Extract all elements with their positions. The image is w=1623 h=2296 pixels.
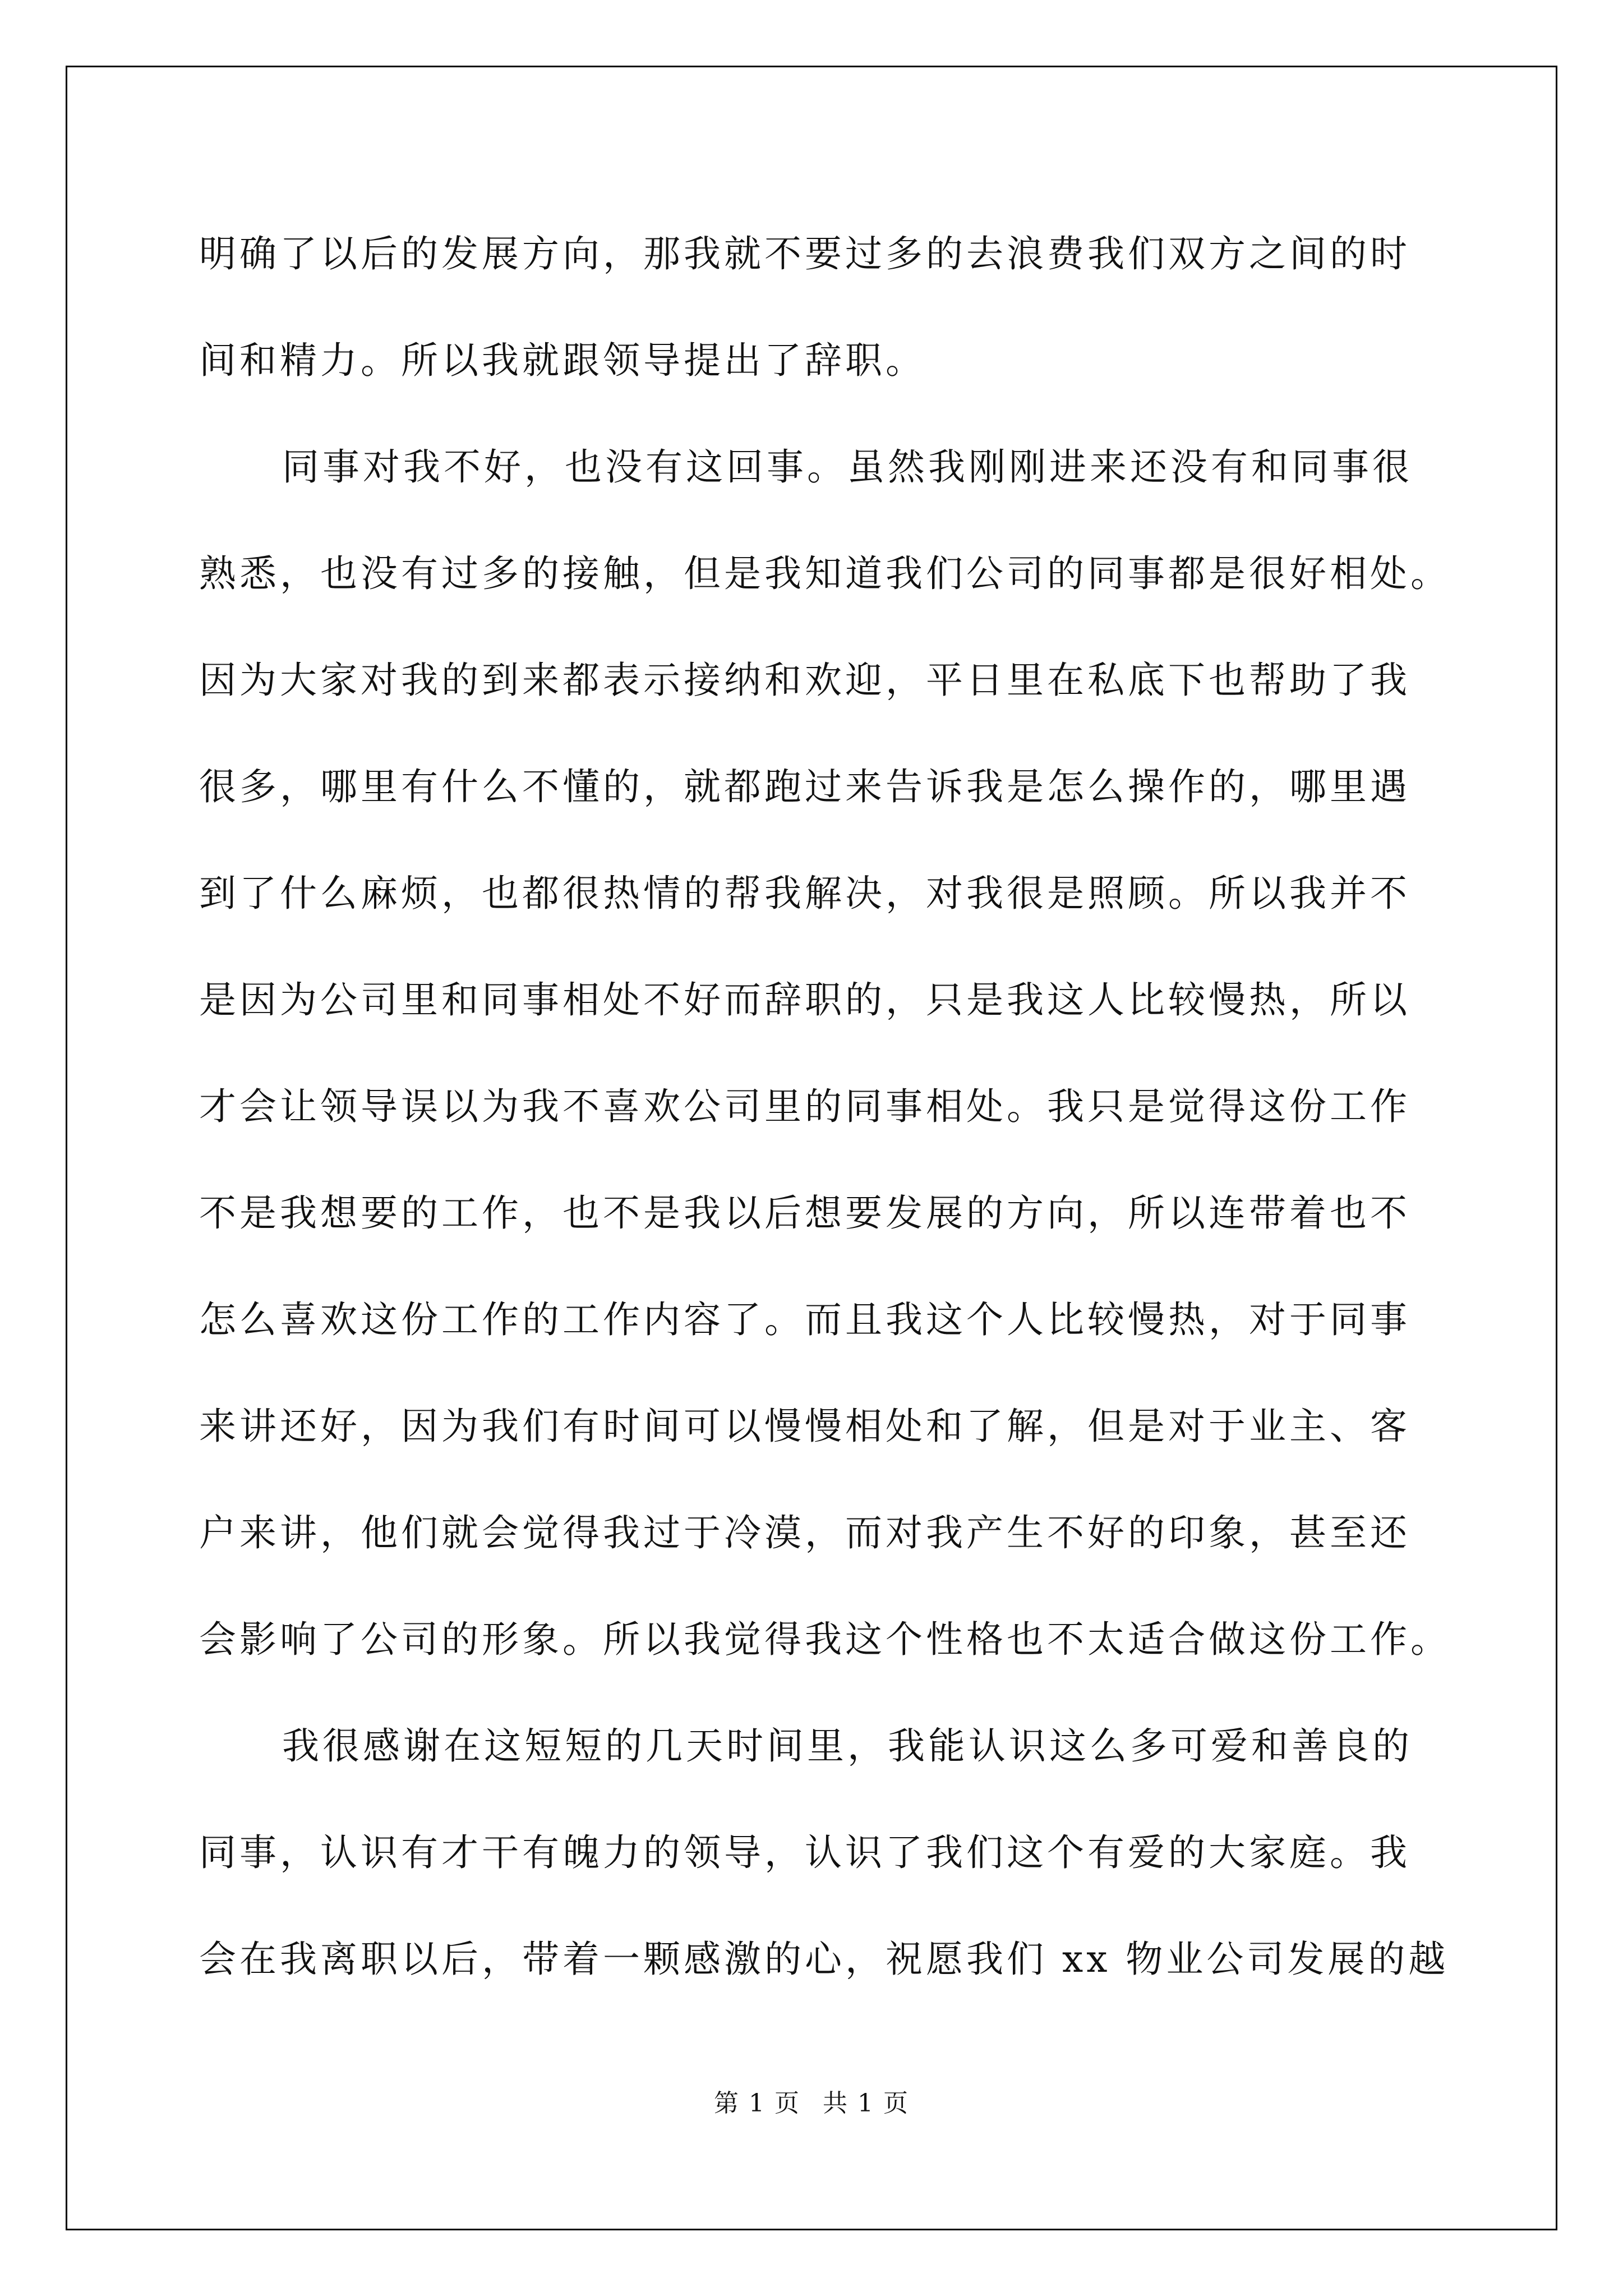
text-line: 同事，认识有才干有魄力的领导，认识了我们这个有爱的大家庭。我 xyxy=(199,1831,1410,1874)
text-line: 熟悉，也没有过多的接触，但是我知道我们公司的同事都是很好相处。 xyxy=(199,552,1451,595)
text-line: 明确了以后的发展方向，那我就不要过多的去浪费我们双方之间的时 xyxy=(199,232,1410,275)
text-line: 才会让领导误以为我不喜欢公司里的同事相处。我只是觉得这份工作 xyxy=(199,1085,1410,1128)
text-line: 因为大家对我的到来都表示接纳和欢迎，平日里在私底下也帮助了我 xyxy=(199,659,1410,702)
page-number-current: 第 1 页 xyxy=(714,2089,800,2118)
text-line: 是因为公司里和同事相处不好而辞职的，只是我这人比较慢热，所以 xyxy=(199,978,1410,1022)
text-line: 到了什么麻烦，也都很热情的帮我解决，对我很是照顾。所以我并不 xyxy=(199,872,1410,915)
text-line: 很多，哪里有什么不懂的，就都跑过来告诉我是怎么操作的，哪里遇 xyxy=(199,765,1410,808)
paragraph-start-line: 我很感谢在这短短的几天时间里，我能认识这么多可爱和善良的 xyxy=(282,1724,1413,1768)
text-line: 来讲还好，因为我们有时间可以慢慢相处和了解，但是对于业主、客 xyxy=(199,1405,1410,1448)
text-line: 不是我想要的工作，也不是我以后想要发展的方向，所以连带着也不 xyxy=(199,1191,1410,1235)
text-line: 会在我离职以后，带着一颗感激的心，祝愿我们 xx 物业公司发展的越 xyxy=(199,1938,1449,1981)
paragraph-start-line: 同事对我不好，也没有这回事。虽然我刚刚进来还没有和同事很 xyxy=(282,445,1413,489)
text-line: 怎么喜欢这份工作的工作内容了。而且我这个人比较慢热，对于同事 xyxy=(199,1298,1410,1341)
text-line: 户来讲，他们就会觉得我过于冷漠，而对我产生不好的印象，甚至还 xyxy=(199,1511,1410,1554)
page-footer xyxy=(0,2087,1623,2120)
text-line: 会影响了公司的形象。所以我觉得我这个性格也不太适合做这份工作。 xyxy=(199,1618,1451,1661)
page-number-total: 共 1 页 xyxy=(823,2089,909,2118)
text-line: 间和精力。所以我就跟领导提出了辞职。 xyxy=(199,339,926,382)
